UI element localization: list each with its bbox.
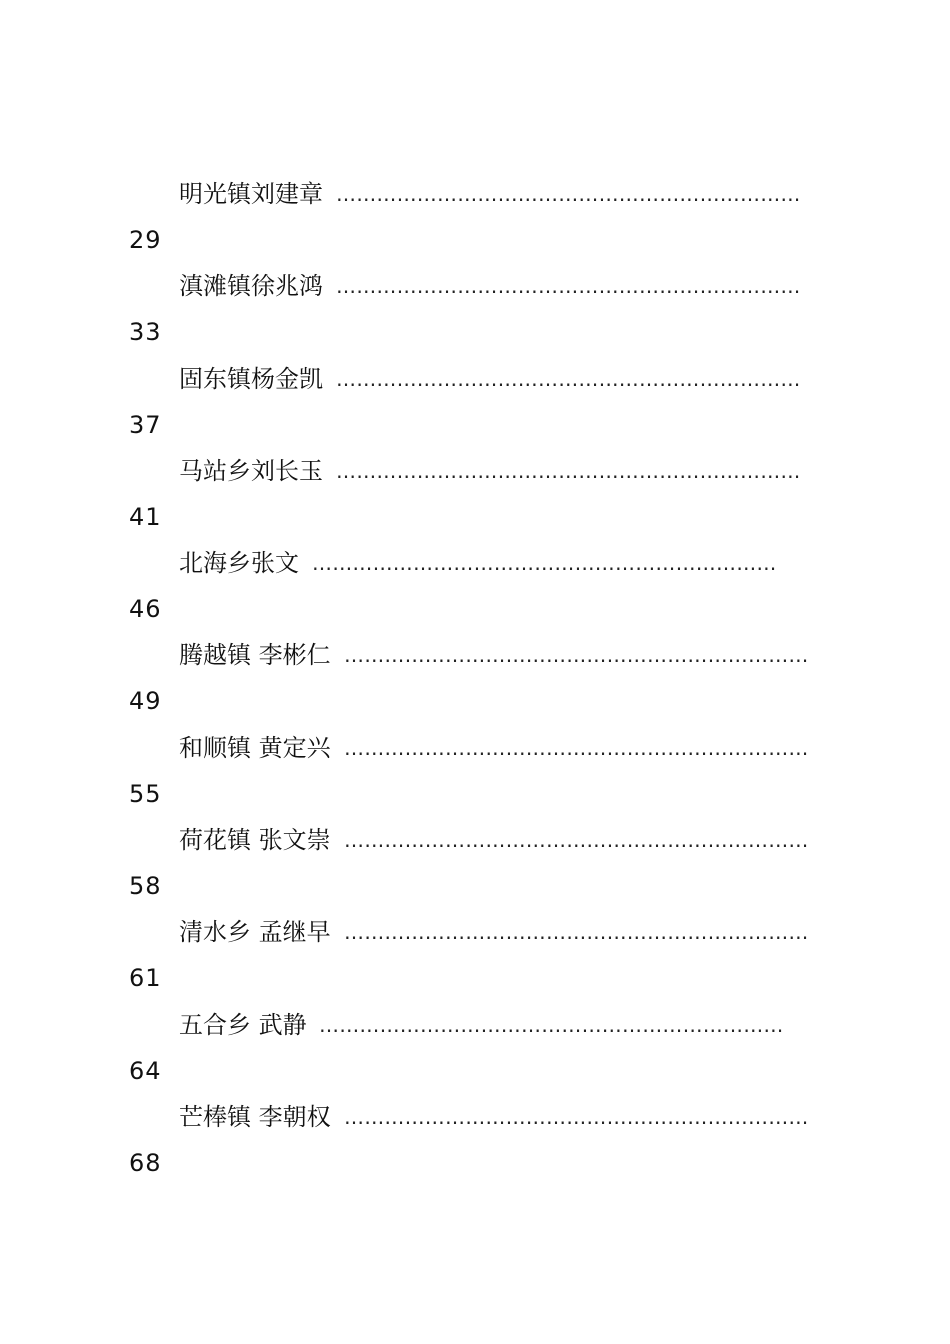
toc-entry xyxy=(0,730,950,822)
toc-entry-title: 北海乡张文 xyxy=(179,549,299,578)
toc-entry-title: 芒棒镇 李朝权 xyxy=(179,1102,331,1131)
toc-entry-title: 腾越镇 李彬仁 xyxy=(179,641,331,670)
toc-entry-leader: …………………………………………………………… xyxy=(344,1104,809,1129)
toc-entry-title: 五合乡 武静 xyxy=(179,1010,307,1039)
toc-entry-page-number: 68 xyxy=(129,1148,162,1177)
toc-entry-leader: …………………………………………………………… xyxy=(344,735,809,760)
toc-entry-page-number: 61 xyxy=(129,964,162,993)
toc-entry-title: 马站乡刘长玉 xyxy=(179,456,323,485)
toc-entry-title: 滇滩镇徐兆鸿 xyxy=(179,272,323,301)
toc-entry-leader: …………………………………………………………… xyxy=(336,366,801,391)
toc-entry-leader: …………………………………………………………… xyxy=(344,828,809,853)
toc-entry-page-number: 33 xyxy=(129,318,162,347)
toc-entry-title: 和顺镇 黄定兴 xyxy=(179,733,331,762)
toc-entry-page-number: 37 xyxy=(129,410,162,439)
toc-entry xyxy=(0,361,950,453)
toc-entry xyxy=(0,176,950,268)
toc-entry xyxy=(0,637,950,729)
toc-entry-page-number: 55 xyxy=(129,779,162,808)
table-of-contents xyxy=(0,176,950,1191)
toc-entry-page-number: 29 xyxy=(129,226,162,254)
toc-entry-leader: …………………………………………………………… xyxy=(336,182,801,206)
toc-entry-leader: …………………………………………………………… xyxy=(312,551,777,576)
toc-entry-page-number: 64 xyxy=(129,1056,162,1085)
toc-entry-page-number: 41 xyxy=(129,502,162,531)
toc-entry-page-number: 58 xyxy=(129,872,162,901)
toc-entry xyxy=(0,453,950,545)
toc-entry-page-number: 46 xyxy=(129,595,162,624)
toc-entry-leader: …………………………………………………………… xyxy=(336,274,801,299)
toc-entry-title: 固东镇杨金凯 xyxy=(179,364,323,393)
toc-entry xyxy=(0,914,950,1006)
toc-entry-title: 明光镇刘建章 xyxy=(179,180,323,208)
toc-entry-leader: …………………………………………………………… xyxy=(344,643,809,668)
toc-entry-title: 荷花镇 张文崇 xyxy=(179,826,331,855)
toc-entry xyxy=(0,1099,950,1191)
toc-entry-leader: …………………………………………………………… xyxy=(336,458,801,483)
toc-entry xyxy=(0,268,950,360)
toc-entry-title: 清水乡 孟继早 xyxy=(179,918,331,947)
toc-entry xyxy=(0,1007,950,1099)
toc-entry-leader: …………………………………………………………… xyxy=(344,920,809,945)
toc-entry xyxy=(0,822,950,914)
toc-entry xyxy=(0,545,950,637)
toc-entry-leader: …………………………………………………………… xyxy=(319,1012,784,1037)
toc-entry-page-number: 49 xyxy=(129,687,162,716)
